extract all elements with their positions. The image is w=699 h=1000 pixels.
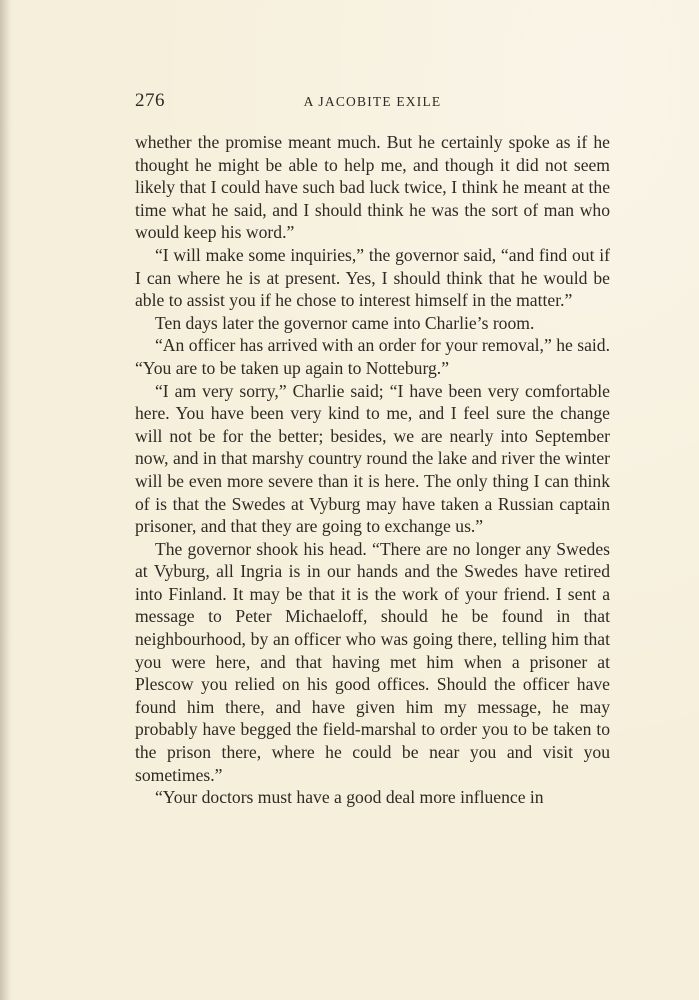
running-title: A JACOBITE EXILE [303, 94, 442, 109]
paragraph: “I am very sorry,” Charlie said; “I have been very comfortable here. You have been very kind to me, and I feel sure the change will not be for the better; besides, we are nearly into September now, and in that marshy country round the lake and river the winter will be even more severe than it is here. The only thing I can think of is that the Swedes at Vyburg may have taken a Russian captain prisoner, and that they are going to exchange us.” [135, 380, 610, 537]
paragraph: “Your doctors must have a good deal more influence in [155, 787, 544, 808]
paragraph: The governor shook his head. “There are no longer any Swedes at Vyburg, all Ingria is in our hands and the Swedes have retired into Finland. It may be that it is the work of your friend. I sent a message to Peter Michaeloff, should he be found in that neighbourhood, by an officer who was going there, telling him that you were here, and that having met him when a prisoner at Plescow you relied on his good offices. Should the officer have found him there, and have given him my message, he may probably have begged the field-marshal to order you to be taken to the prison there, where he could be near you and visit you sometimes.” [135, 538, 610, 785]
body-text [135, 131, 610, 809]
paragraph: whether the promise meant much. But he certainly spoke as if he thought he might be able to help me, and though it did not seem likely that I could have such bad luck twice, I think he meant at the time what he said, and I should think he was the sort of man who would keep his word.” [135, 132, 610, 243]
paragraph: Ten days later the governor came into Charlie’s room. [155, 312, 535, 333]
page-number: 276 [135, 90, 165, 111]
paragraph: “I will make some inquiries,” the governor said, “and find out if I can where he is at present. Yes, I should think that he would be able to assist you if he chose to interest himself in the matter.” [135, 244, 610, 311]
running-head [135, 90, 610, 114]
paragraph: “An officer has arrived with an order for your removal,” he said. “You are to be taken up again to Notteburg.” [135, 335, 610, 378]
binding-shadow [0, 0, 10, 1000]
